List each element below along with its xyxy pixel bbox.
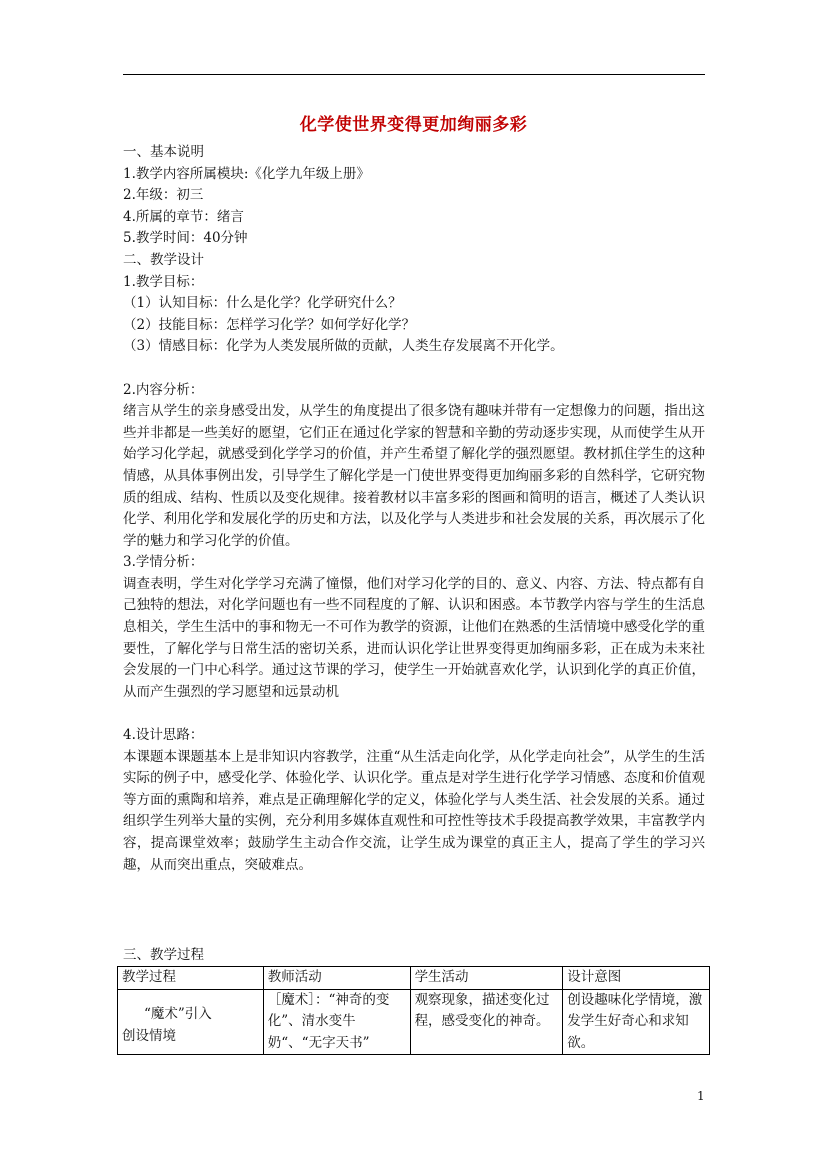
section-basic-heading: 一、基本说明 (123, 144, 204, 160)
teacher-activity-cell: ［魔术］：“神奇的变化”、清水变牛奶“、“无字天书” (263, 989, 410, 1055)
student-analysis-text: 调查表明，学生对化学学习充满了憧憬，他们对学习化学的目的、意义、内容、方法、特点都有自己独特的想法，对化学问题也有一些不同程度的了解、认识和困惑。本节教学内容与学生的生活息息相关，学生生活中的事和物无一不可作为教学的资源，让他们在熟悉的生活情境中感受化学的重要性，了解化学与日常生活的密切关系，进而认识化学让世界变得更加绚丽多彩，正在成为未来社会发展的一门中心科学。通过这节课的学习，使学生一开始就喜欢化学，认识到化学的真正价值，从而产生强烈的学习愿望和远景动机 (123, 575, 705, 700)
grade-line: 2.年级：初三 (123, 187, 204, 204)
goal-cognitive: （1）认知目标：什么是化学？化学研究什么？ (123, 295, 402, 312)
stage-cell (118, 989, 264, 1055)
stage-subtitle: 创设情境 (122, 1027, 176, 1044)
design-intent-cell: 创设趣味化学情境，激发学生好奇心和求知欲。 (563, 989, 710, 1055)
teaching-process-table (117, 966, 710, 1055)
table-header-row (118, 967, 710, 990)
design-idea-heading: 4.设计思路： (123, 727, 204, 744)
content-analysis-heading: 2.内容分析： (123, 381, 204, 398)
table-header-cell: 设计意图 (563, 967, 710, 990)
student-analysis-heading: 3.学情分析： (123, 554, 204, 571)
header-rule (123, 74, 705, 75)
table-header-cell: 教学过程 (118, 967, 264, 990)
table-row (118, 989, 710, 1055)
chapter-line: 4.所属的章节：绪言 (123, 208, 244, 225)
document-title: 化学使世界变得更加绚丽多彩 (299, 115, 528, 135)
table-header-cell: 学生活动 (410, 967, 563, 990)
design-idea-text: 本课题本课题基本上是非知识内容教学，注重“从生活走向化学，从化学走向社会”，从学生的生活实际的例子中，感受化学、体验化学、认识化学。重点是对学生进行化学学习情感、态度和价值观等方面的熏陶和培养，难点是正确理解化学的定义，体验化学与人类生活、社会发展的关系。通过组织学生列举大量的实例，充分利用多媒体直观性和可控性等技术手段提高教学效果，丰富教学内容，提高课堂效率；鼓励学生主动合作交流，让学生成为课堂的真正主人，提高了学生的学习兴趣，从而突出重点，突破难点。 (123, 748, 705, 873)
module-line: 1.教学内容所属模块:《化学九年级上册》 (123, 165, 370, 182)
time-line: 5.教学时间：40分钟 (123, 230, 248, 247)
student-activity-cell: 观察现象，描述变化过程，感受变化的神奇。 (410, 989, 563, 1055)
table-header-cell: 教师活动 (263, 967, 410, 990)
goal-skill: （2）技能目标：怎样学习化学？如何学好化学？ (123, 316, 416, 333)
blank-line (123, 703, 705, 725)
content-analysis-text: 绪言从学生的亲身感受出发，从学生的角度提出了很多饶有趣味并带有一定想像力的问题，指出这些并非都是一些美好的愿望，它们正在通过化学家的智慧和辛勤的劳动逐步实现，从而使学生从开始学习化学起，就感受到化学学习的价值，并产生希望了解化学的强烈愿望。教材抓住学生的这种情感，从具体事例出发，引导学生了解化学是一门使世界变得更加绚丽多彩的自然科学，它研究物质的组成、结构、性质以及变化规律。接着教材以丰富多彩的图画和简明的语言，概述了人类认识化学、利用化学和发展化学的历史和方法，以及化学与人类进步和社会发展的关系，再次展示了化学的魅力和学习化学的价值。 (123, 403, 705, 549)
document-body (123, 142, 705, 876)
section-process-heading: 三、教学过程 (123, 947, 204, 963)
page-number: 1 (697, 1089, 705, 1103)
goals-heading: 1.教学目标： (123, 273, 204, 290)
stage-name: “魔术”引入 (144, 1006, 212, 1023)
section-design-heading: 二、教学设计 (123, 251, 204, 268)
blank-line (123, 358, 705, 380)
goal-emotion: （3）情感目标：化学为人类发展所做的贡献，人类生存发展离不开化学。 (123, 338, 564, 355)
